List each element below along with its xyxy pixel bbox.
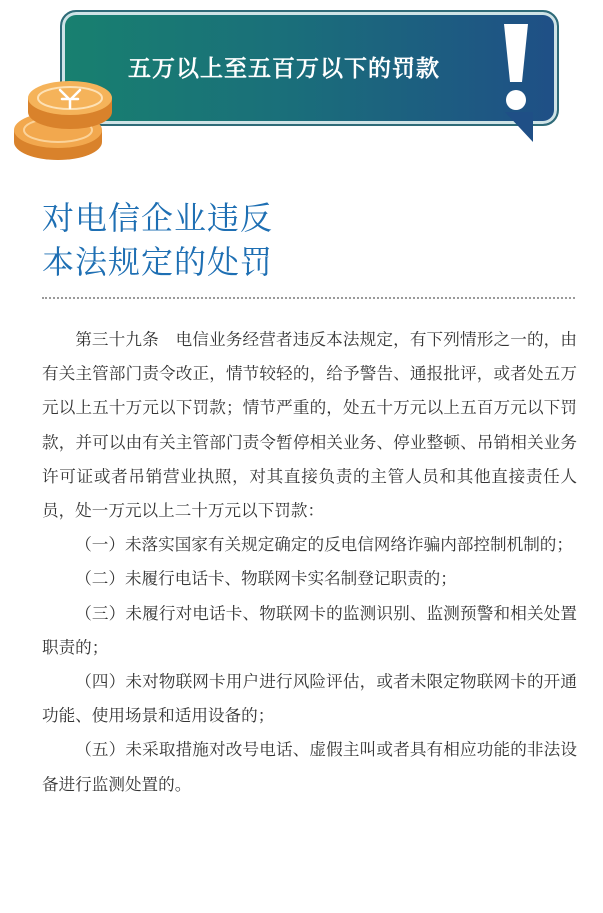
banner-title: 五万以上至五百万以下的罚款	[128, 56, 440, 82]
article-item-5: （五）未采取措施对改号电话、虚假主叫或者具有相应功能的非法设备进行监测处置的。	[42, 740, 577, 794]
article-intro: 第三十九条 电信业务经营者违反本法规定，有下列情形之一的，由有关主管部门责令改正，情节较轻的，给予警告、通报批评，或者处五万元以上五十万元以下罚款；情节严重的，处五十万元以上五百万元以下罚款，并可以由有关主管部门责令暂停相关业务、停业整顿、吊销相关业务许可证或者吊销营业执照，对其直接负责的主管人员和其他直接责任人员，处一万元以上二十万元以下罚款：	[42, 330, 577, 521]
coin-stack-icon	[8, 72, 118, 164]
section-heading-line-2: 本法规定的处罚	[42, 243, 274, 281]
section-heading	[42, 196, 273, 284]
exclamation-icon	[496, 20, 536, 116]
article-item-1: （一）未落实国家有关规定确定的反电信网络诈骗内部控制机制的；	[75, 535, 573, 555]
section-heading-line-1: 对电信企业违反	[42, 199, 274, 237]
article-body	[42, 323, 577, 802]
article-item-3: （三）未履行对电话卡、物联网卡的监测识别、监测预警和相关处置职责的；	[42, 603, 577, 657]
article-item-2: （二）未履行电话卡、物联网卡实名制登记职责的；	[75, 569, 457, 589]
article-item-4: （四）未对物联网卡用户进行风险评估，或者未限定物联网卡的开通功能、使用场景和适用设备的；	[42, 672, 577, 726]
banner-speech-tail	[505, 112, 533, 142]
dotted-divider	[42, 297, 575, 299]
